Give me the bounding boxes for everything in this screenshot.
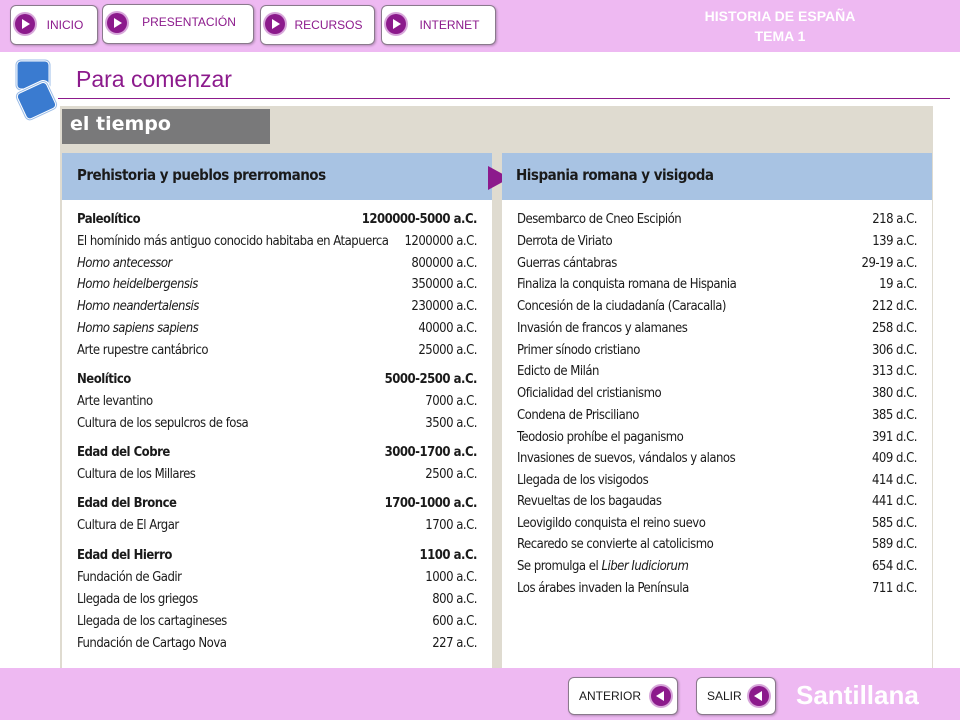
event-date: 306 d.C. — [871, 343, 917, 358]
event-text: Homo sapiens sapiens — [77, 321, 199, 336]
event-row — [517, 234, 917, 254]
event-text: Finaliza la conquista romana de Hispania — [517, 277, 737, 292]
event-text: Oficialidad del cristianismo — [517, 386, 662, 401]
brand-title — [660, 6, 900, 46]
event-text: Cultura de los sepulcros de fosa — [77, 416, 249, 431]
event-date: 2500 a.C. — [425, 467, 477, 482]
event-date: 391 d.C. — [871, 430, 917, 445]
back-arrow-icon — [651, 686, 671, 706]
nav-button-recursos[interactable] — [260, 5, 375, 45]
event-date: 313 d.C. — [871, 364, 917, 379]
event-row — [77, 592, 477, 612]
column-heading: Hispania romana y visigoda — [516, 166, 714, 184]
period-name: Paleolítico — [77, 212, 141, 227]
event-text: Teodosio prohíbe el paganismo — [517, 430, 684, 445]
event-date: 40000 a.C. — [418, 321, 477, 336]
event-date: 380 d.C. — [871, 386, 917, 401]
event-row — [517, 537, 917, 557]
event-row — [77, 518, 477, 538]
event-row — [517, 256, 917, 276]
event-row — [77, 343, 477, 363]
event-text: Concesión de la ciudadanía (Caracalla) — [517, 299, 726, 314]
period-row — [77, 372, 477, 392]
event-row — [517, 408, 917, 428]
period-dates: 1100 a.C. — [419, 548, 477, 563]
event-text: Homo neandertalensis — [77, 299, 199, 314]
nav-arrow-icon — [265, 14, 285, 34]
nav-button-inicio[interactable] — [10, 5, 98, 45]
event-text: Primer sínodo cristiano — [517, 343, 640, 358]
event-date: 25000 a.C. — [418, 343, 477, 358]
period-name: Edad del Cobre — [77, 445, 170, 460]
event-row — [517, 430, 917, 450]
event-date: 654 d.C. — [871, 559, 917, 574]
column-heading: Prehistoria y pueblos prerromanos — [77, 166, 326, 184]
event-text: Invasiones de suevos, vándalos y alanos — [517, 451, 736, 466]
event-row — [517, 386, 917, 406]
event-text: Derrota de Viriato — [517, 234, 613, 249]
event-row — [517, 559, 917, 579]
event-text: Llegada de los visigodos — [517, 473, 649, 488]
event-row — [517, 343, 917, 363]
timeline-column-left — [62, 153, 492, 669]
title-divider — [58, 98, 950, 99]
event-text: Guerras cántabras — [517, 256, 617, 271]
event-text: Recaredo se convierte al catolicismo — [517, 537, 714, 552]
event-text: Fundación de Gadir — [77, 570, 182, 585]
event-date: 800 a.C. — [432, 592, 477, 607]
event-row — [77, 636, 477, 656]
event-date: 1700 a.C. — [425, 518, 477, 533]
event-text-part: Se promulga el — [517, 559, 602, 574]
event-date: 585 d.C. — [871, 516, 917, 531]
event-date: 227 a.C. — [432, 636, 477, 651]
section-icon — [12, 58, 62, 128]
page-title: Para comenzar — [76, 66, 232, 92]
nav-button-label: INICIO — [46, 18, 84, 32]
event-row — [77, 234, 477, 254]
event-text: Fundación de Cartago Nova — [77, 636, 227, 651]
brand-line-2: TEMA 1 — [754, 28, 806, 44]
event-row — [517, 277, 917, 297]
event-text — [517, 559, 688, 574]
event-date: 414 d.C. — [871, 473, 917, 488]
exit-button[interactable] — [696, 677, 776, 715]
section-tag — [62, 109, 270, 144]
publisher-logo: Santillana — [796, 680, 919, 710]
nav-button-label: PRESENTACIÓN — [142, 15, 236, 29]
event-text: Llegada de los cartagineses — [77, 614, 227, 629]
event-row — [517, 494, 917, 514]
event-date: 385 d.C. — [871, 408, 917, 423]
event-text: Condena de Prisciliano — [517, 408, 639, 423]
period-name: Neolítico — [77, 372, 131, 387]
event-row — [77, 416, 477, 436]
previous-button[interactable] — [568, 677, 678, 715]
nav-button-label: INTERNET — [419, 18, 480, 32]
event-text: Cultura de El Argar — [77, 518, 179, 533]
event-row — [517, 321, 917, 341]
event-date: 7000 a.C. — [425, 394, 477, 409]
event-date: 218 a.C. — [872, 212, 917, 227]
event-row — [517, 364, 917, 384]
event-date: 350000 a.C. — [411, 277, 477, 292]
period-dates: 3000-1700 a.C. — [384, 445, 477, 460]
period-row — [77, 548, 477, 568]
event-row — [517, 212, 917, 232]
event-text: Cultura de los Millares — [77, 467, 196, 482]
event-date: 230000 a.C. — [411, 299, 477, 314]
event-text: Revueltas de los bagaudas — [517, 494, 662, 509]
event-row — [77, 277, 477, 297]
event-row — [77, 299, 477, 319]
period-dates: 1200000-5000 a.C. — [361, 212, 477, 227]
column-heading-band — [62, 153, 492, 200]
event-date: 258 d.C. — [871, 321, 917, 336]
nav-button-label: RECURSOS — [294, 18, 363, 32]
period-name: Edad del Bronce — [77, 496, 177, 511]
event-text: Homo antecessor — [77, 256, 172, 271]
nav-button-internet[interactable] — [381, 5, 496, 45]
timeline-column-right — [502, 153, 932, 669]
period-row — [77, 212, 477, 232]
event-row — [77, 321, 477, 341]
event-row — [517, 516, 917, 536]
event-date: 589 d.C. — [871, 537, 917, 552]
nav-arrow-icon — [107, 13, 127, 33]
back-arrow-icon — [749, 686, 769, 706]
event-text-italic: Liber Iudiciorum — [601, 559, 689, 574]
section-tag-label: el tiempo — [70, 113, 171, 135]
nav-arrow-icon — [386, 14, 406, 34]
event-date: 29-19 a.C. — [861, 256, 917, 271]
event-text: Invasión de francos y alamanes — [517, 321, 688, 336]
brand-line-1: HISTORIA DE ESPAÑA — [704, 8, 856, 24]
event-text: El homínido más antiguo conocido habitaba en Atapuerca — [77, 234, 389, 249]
column-heading-band — [502, 153, 932, 200]
event-row — [77, 467, 477, 487]
event-date: 600 a.C. — [432, 614, 477, 629]
event-date: 1000 a.C. — [425, 570, 477, 585]
event-text: Desembarco de Cneo Escipión — [517, 212, 682, 227]
event-date: 1200000 a.C. — [404, 234, 477, 249]
event-date: 441 d.C. — [871, 494, 917, 509]
event-row — [77, 614, 477, 634]
event-text: Los árabes invaden la Península — [517, 581, 689, 596]
event-text: Arte levantino — [77, 394, 153, 409]
event-date: 409 d.C. — [871, 451, 917, 466]
event-text: Llegada de los griegos — [77, 592, 198, 607]
event-date: 19 a.C. — [879, 277, 917, 292]
period-dates: 5000-2500 a.C. — [384, 372, 477, 387]
event-row — [517, 451, 917, 471]
previous-button-label: ANTERIOR — [579, 689, 642, 703]
period-row — [77, 496, 477, 516]
event-row — [77, 256, 477, 276]
event-date: 212 d.C. — [871, 299, 917, 314]
event-row — [517, 581, 917, 601]
event-text: Edicto de Milán — [517, 364, 599, 379]
event-date: 139 a.C. — [872, 234, 917, 249]
nav-arrow-icon — [15, 14, 35, 34]
event-text: Leovigildo conquista el reino suevo — [517, 516, 706, 531]
event-date: 800000 a.C. — [411, 256, 477, 271]
event-row — [517, 299, 917, 319]
event-date: 711 d.C. — [871, 581, 917, 596]
period-name: Edad del Hierro — [77, 548, 172, 563]
nav-button-presentacion[interactable] — [102, 4, 254, 44]
event-text: Arte rupestre cantábrico — [77, 343, 209, 358]
event-date: 3500 a.C. — [425, 416, 477, 431]
event-text: Homo heidelbergensis — [77, 277, 198, 292]
event-row — [517, 473, 917, 493]
event-row — [77, 394, 477, 414]
period-row — [77, 445, 477, 465]
exit-button-label: SALIR — [707, 689, 742, 703]
period-dates: 1700-1000 a.C. — [384, 496, 477, 511]
event-row — [77, 570, 477, 590]
